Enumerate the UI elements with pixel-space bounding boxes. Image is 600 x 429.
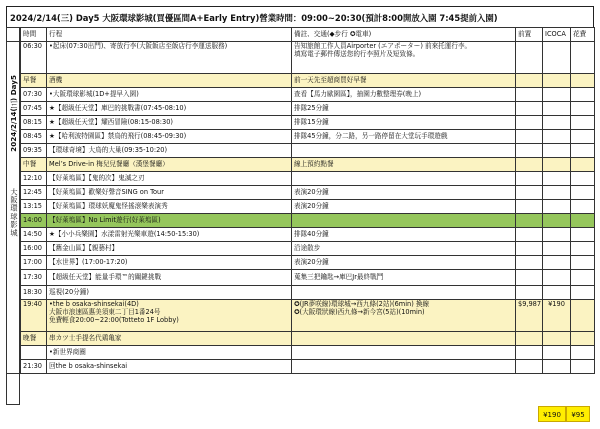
prepaid-cell bbox=[516, 88, 543, 102]
plan-cell: •起床(07:30出門)、寄放行李(大阪飯店至飯店行李運送服務) bbox=[47, 42, 292, 74]
note-cell: 查看【馬力歐園區】，抽園力數整理券(晚上) bbox=[292, 88, 516, 102]
prepaid-cell bbox=[516, 242, 543, 256]
plan-cell: 【好萊塢區】歡樂好聲音SING on Tour bbox=[47, 186, 292, 200]
prepaid-cell: $9,987 bbox=[516, 300, 543, 332]
prepaid-cell bbox=[516, 346, 543, 360]
prepaid-cell bbox=[516, 286, 543, 300]
table-row bbox=[7, 74, 595, 88]
table-header-row bbox=[7, 28, 595, 42]
table-row bbox=[7, 256, 595, 270]
prepaid-cell bbox=[516, 360, 543, 374]
icoca-cell bbox=[543, 88, 571, 102]
spend-cell bbox=[571, 332, 595, 346]
prepaid-cell bbox=[516, 74, 543, 88]
note-cell: 表演20分鐘 bbox=[292, 256, 516, 270]
time-cell: 12:45 bbox=[21, 186, 47, 200]
spend-cell bbox=[571, 270, 595, 286]
note-cell bbox=[292, 214, 516, 228]
time-cell: 14:00 bbox=[21, 214, 47, 228]
icoca-cell bbox=[543, 286, 571, 300]
icoca-cell: ¥190 bbox=[543, 300, 571, 332]
spend-cell bbox=[571, 242, 595, 256]
prepaid-cell bbox=[516, 42, 543, 74]
icoca-cell bbox=[543, 144, 571, 158]
note-cell: 表演20分鐘 bbox=[292, 186, 516, 200]
note-cell: 表演20分鐘 bbox=[292, 200, 516, 214]
plan-cell: 【環球奇境】大鳥的大巢(09:35-10:20) bbox=[47, 144, 292, 158]
spend-cell bbox=[571, 130, 595, 144]
spend-cell bbox=[571, 346, 595, 360]
icoca-cell bbox=[543, 332, 571, 346]
spend-cell bbox=[571, 102, 595, 116]
spend-cell bbox=[571, 186, 595, 200]
spend-cell bbox=[571, 300, 595, 332]
area-label-wrap bbox=[9, 188, 19, 237]
icoca-cell bbox=[543, 242, 571, 256]
icoca-cell bbox=[543, 116, 571, 130]
icoca-cell bbox=[543, 270, 571, 286]
table-row bbox=[7, 116, 595, 130]
prepaid-cell bbox=[516, 270, 543, 286]
prepaid-cell bbox=[516, 200, 543, 214]
plan-cell: 【好萊塢區】【鬼的次】鬼滅之刃 bbox=[47, 172, 292, 186]
time-cell: 06:30 bbox=[21, 42, 47, 74]
table-row bbox=[7, 346, 595, 360]
plan-cell: 酒機 bbox=[47, 74, 292, 88]
prepaid-cell bbox=[516, 102, 543, 116]
time-column-header: 時間 bbox=[21, 28, 47, 42]
prepaid-cell bbox=[516, 214, 543, 228]
note-cell bbox=[292, 144, 516, 158]
prepaid-cell bbox=[516, 332, 543, 346]
table-row bbox=[7, 300, 595, 332]
note-column-header: 備註、交通(◆步行 ✪電車) bbox=[292, 28, 516, 42]
table-row bbox=[7, 158, 595, 172]
note-cell: 排隊15分鐘 bbox=[292, 116, 516, 130]
table-row bbox=[7, 332, 595, 346]
spend-column-header: 花費 bbox=[571, 28, 595, 42]
prepaid-cell bbox=[516, 158, 543, 172]
note-cell: 排隊25分鐘 bbox=[292, 102, 516, 116]
time-cell: 早餐 bbox=[21, 74, 47, 88]
icoca-cell bbox=[543, 74, 571, 88]
icoca-cell bbox=[543, 200, 571, 214]
note-cell: 沿途散步 bbox=[292, 242, 516, 256]
note-cell: 排隊40分鐘 bbox=[292, 228, 516, 242]
note-cell bbox=[292, 172, 516, 186]
icoca-cell bbox=[543, 346, 571, 360]
icoca-cell bbox=[543, 214, 571, 228]
plan-cell: ★【哈利波特園區】禁鳥的飛行(08:45-09:30) bbox=[47, 130, 292, 144]
table-row bbox=[7, 270, 595, 286]
prepaid-cell bbox=[516, 172, 543, 186]
icoca-cell bbox=[543, 42, 571, 74]
plan-cell: 【好萊塢區】No Limit遊行(好萊塢區) bbox=[47, 214, 292, 228]
spend-cell bbox=[571, 42, 595, 74]
table-row bbox=[7, 286, 595, 300]
time-cell: 07:30 bbox=[21, 88, 47, 102]
time-cell: 18:30 bbox=[21, 286, 47, 300]
plan-cell: 【好萊塢區】環球妖魔鬼怪搖滾樂表演秀 bbox=[47, 200, 292, 214]
plan-cell: Mel’s Drive-in 梅兒兒餐廳（漢堡餐廳） bbox=[47, 158, 292, 172]
spend-cell bbox=[571, 116, 595, 130]
icoca-total: ¥190 bbox=[538, 406, 566, 422]
table-row bbox=[7, 186, 595, 200]
plan-cell: 【超級任天堂】能量手環™的關鍵挑戰 bbox=[47, 270, 292, 286]
time-cell: 晚餐 bbox=[21, 332, 47, 346]
spend-cell bbox=[571, 214, 595, 228]
table-row bbox=[7, 130, 595, 144]
time-cell: 17:00 bbox=[21, 256, 47, 270]
plan-cell: ★【超級任天堂】庫巴的挑戰書(07:45-08:10) bbox=[47, 102, 292, 116]
time-cell: 08:15 bbox=[21, 116, 47, 130]
time-cell: 08:45 bbox=[21, 130, 47, 144]
icoca-cell bbox=[543, 228, 571, 242]
prepaid-cell bbox=[516, 130, 543, 144]
icoca-cell bbox=[543, 256, 571, 270]
table-row bbox=[7, 200, 595, 214]
spend-cell bbox=[571, 228, 595, 242]
note-cell bbox=[292, 346, 516, 360]
prepaid-cell bbox=[516, 116, 543, 130]
prepaid-cell bbox=[516, 256, 543, 270]
plan-cell: 串カツ士手提名代鶏亀家 bbox=[47, 332, 292, 346]
plan-cell: •新世界商圈 bbox=[47, 346, 292, 360]
table-row bbox=[7, 242, 595, 256]
icoca-cell bbox=[543, 102, 571, 116]
schedule-table bbox=[6, 27, 595, 374]
note-cell bbox=[292, 332, 516, 346]
table-row bbox=[7, 214, 595, 228]
spend-cell bbox=[571, 88, 595, 102]
spend-cell bbox=[571, 172, 595, 186]
area-label: 大阪環球影城 bbox=[10, 188, 19, 238]
note-cell: 蒐集三把鑰匙→庫巴Jr最終戰鬥 bbox=[292, 270, 516, 286]
plan-cell: 【水世界】(17:00-17:20) bbox=[47, 256, 292, 270]
table-row bbox=[7, 88, 595, 102]
prepaid-column-header: 前置 bbox=[516, 28, 543, 42]
time-cell: 16:00 bbox=[21, 242, 47, 256]
icoca-column-header: ICOCA bbox=[543, 28, 571, 42]
prepaid-cell bbox=[516, 186, 543, 200]
spend-cell bbox=[571, 158, 595, 172]
icoca-cell bbox=[543, 186, 571, 200]
icoca-cell bbox=[543, 130, 571, 144]
icoca-cell bbox=[543, 172, 571, 186]
time-cell: 17:30 bbox=[21, 270, 47, 286]
note-cell bbox=[292, 286, 516, 300]
time-cell: 19:40 bbox=[21, 300, 47, 332]
prepaid-cell bbox=[516, 144, 543, 158]
spend-cell bbox=[571, 360, 595, 374]
plan-cell: •大阪環球影城(1D+提早入園) bbox=[47, 88, 292, 102]
spend-cell bbox=[571, 286, 595, 300]
time-cell: 07:45 bbox=[21, 102, 47, 116]
time-cell: 13:15 bbox=[21, 200, 47, 214]
side-date-label: 2024/2/14(三) Day5 bbox=[9, 75, 18, 152]
plan-cell: ★【小小兵樂園】水漾雷射光樂車遊(14:50-15:30) bbox=[47, 228, 292, 242]
page-title: 2024/2/14(三) Day5 大阪環球影城(買優區間A+Early Entry)營業時間：09:00~20:30(預計8:00開放入園 7:45提前入園) bbox=[6, 6, 594, 27]
table-row bbox=[7, 144, 595, 158]
note-cell: 排隊45分鐘，分二路，另一路停留在大堂玩手環遊戲 bbox=[292, 130, 516, 144]
note-cell: 前一天先至超商買好早餐 bbox=[292, 74, 516, 88]
note-cell: ✪(JR夢咲線)環球城→西九條(2站)(6min) 換線 ✪(大阪環狀線)西九條→新今宮(5站)(10min) bbox=[292, 300, 516, 332]
plan-cell: 【舊金山區】【親藝村】 bbox=[47, 242, 292, 256]
icoca-cell bbox=[543, 158, 571, 172]
prepaid-cell bbox=[516, 228, 543, 242]
table-row bbox=[7, 172, 595, 186]
icoca-cell bbox=[543, 360, 571, 374]
plan-cell: 回the b osaka-shinsekai bbox=[47, 360, 292, 374]
spend-cell bbox=[571, 74, 595, 88]
plan-cell: •the b osaka-shinsekai(4D) 大阪市浪速區惠美須東二丁目1番24号 免費輕食20:00~22:00(Totteto 1F Lobby) bbox=[47, 300, 292, 332]
time-cell: 中餐 bbox=[21, 158, 47, 172]
spend-total: ¥95 bbox=[566, 406, 590, 422]
table-row bbox=[7, 228, 595, 242]
table-row bbox=[7, 360, 595, 374]
table-row bbox=[7, 102, 595, 116]
plan-column-header: 行程 bbox=[47, 28, 292, 42]
time-cell bbox=[21, 346, 47, 360]
note-cell bbox=[292, 360, 516, 374]
spend-cell bbox=[571, 256, 595, 270]
spend-cell bbox=[571, 200, 595, 214]
plan-cell: 巡視(20分鐘) bbox=[47, 286, 292, 300]
time-cell: 21:30 bbox=[21, 360, 47, 374]
note-cell: 線上預約點餐 bbox=[292, 158, 516, 172]
table-row bbox=[7, 42, 595, 74]
time-cell: 12:10 bbox=[21, 172, 47, 186]
time-cell: 14:50 bbox=[21, 228, 47, 242]
plan-cell: ★【超級任天堂】耀西冒險(08:15-08:30) bbox=[47, 116, 292, 130]
spend-cell bbox=[571, 144, 595, 158]
note-cell: 告知旅館工作人員Airporter (エアポーター) 前來托運行李。 填寫電子郵件傳送您的行李照片及短致條。 bbox=[292, 42, 516, 74]
time-cell: 09:35 bbox=[21, 144, 47, 158]
